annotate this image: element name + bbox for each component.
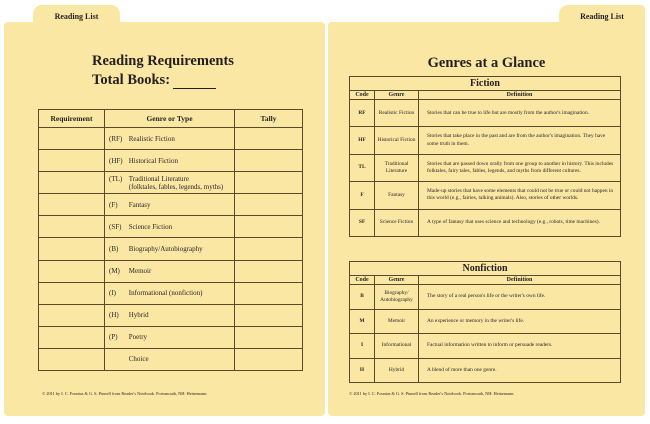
- header-genre: Genre: [375, 91, 419, 100]
- genre-definition: Factual information written to inform or persuade readers.: [419, 334, 621, 359]
- genre-label: Choice: [128, 355, 149, 364]
- header-genre: Genre: [375, 276, 419, 285]
- genre-label: Historical Fiction: [128, 156, 178, 165]
- genre-label-detail: (folktales, fables, legends, myths): [128, 182, 224, 191]
- table-row: [39, 194, 303, 216]
- genre-cell: [105, 282, 235, 304]
- genre-label: Hybrid: [128, 311, 149, 320]
- total-books: [92, 72, 216, 89]
- genre-code: H: [350, 358, 375, 383]
- genre-name: Fantasy: [375, 182, 419, 209]
- table-row: [350, 334, 621, 359]
- table-row: [39, 260, 303, 282]
- genre-code: F: [350, 182, 375, 209]
- genre-label: Fantasy: [128, 200, 151, 209]
- requirement-cell: [39, 172, 105, 194]
- genre-cell: [105, 216, 235, 238]
- tab-label: Reading List: [54, 11, 99, 21]
- tally-cell: [235, 326, 303, 348]
- genres-at-a-glance-page: [328, 0, 645, 416]
- genre-code: (HF): [109, 156, 123, 165]
- tab-label: Reading List: [580, 11, 624, 21]
- section-heading-row: [350, 262, 621, 276]
- requirement-cell: [39, 238, 105, 260]
- genre-name: Traditional Literature: [375, 154, 419, 181]
- table-header-row: [39, 110, 303, 128]
- requirement-cell: [39, 326, 105, 348]
- copyright-notice: © 2011 by I. C. Fountas & G. S. Pinnell from Reader's Notebook. Portsmouth, NH: Heinemann.: [349, 391, 515, 396]
- table-row: [350, 154, 621, 181]
- genre-label: Informational (nonfiction): [128, 289, 203, 298]
- genre-definition: A blend of more than one genre.: [419, 358, 621, 383]
- genre-code: TL: [350, 154, 375, 181]
- header-code: Code: [350, 91, 375, 100]
- requirements-table: [38, 109, 303, 371]
- genre-code: I: [350, 334, 375, 359]
- page-title: Reading Requirements: [92, 53, 234, 69]
- genre-cell: [105, 172, 235, 194]
- table-row: [39, 326, 303, 348]
- requirement-cell: [39, 304, 105, 326]
- tally-cell: [235, 260, 303, 282]
- genre-label-group: [129, 175, 223, 191]
- genre-code: RF: [350, 100, 375, 127]
- header-definition: Definition: [419, 276, 621, 285]
- tally-cell: [235, 150, 303, 172]
- genre-label: Poetry: [128, 333, 148, 342]
- table-row: [39, 238, 303, 260]
- genre-cell: [105, 194, 235, 216]
- tally-cell: [235, 282, 303, 304]
- requirement-cell: [39, 282, 105, 304]
- requirement-cell: [39, 150, 105, 172]
- genre-name: Biography/ Autobiography: [375, 285, 419, 310]
- fiction-heading: Fiction: [350, 77, 621, 91]
- requirement-cell: [39, 128, 105, 150]
- tally-cell: [235, 348, 303, 370]
- genre-cell: [105, 326, 235, 348]
- genre-definition: An experience or memory in the writer's life.: [419, 309, 621, 334]
- genre-label: Traditional Literature: [128, 174, 189, 183]
- table-row: [350, 100, 621, 127]
- table-row: [39, 128, 303, 150]
- reading-requirements-page: [4, 0, 325, 416]
- genre-definition: Stories that are passed down orally from one group to another in history. This includes folktales, fairy tales, fables, legends, and myths from different cultures.: [419, 154, 621, 181]
- genre-name: Science Fiction: [375, 209, 419, 236]
- header-requirement: Requirement: [39, 110, 105, 128]
- table-row: [39, 348, 303, 370]
- genre-code: (H): [109, 311, 119, 320]
- requirement-cell: [39, 216, 105, 238]
- table-row: [350, 285, 621, 310]
- header-code: Code: [350, 276, 375, 285]
- genre-name: Realistic Fiction: [375, 100, 419, 127]
- header-definition: Definition: [419, 91, 621, 100]
- table-row: [350, 182, 621, 209]
- genre-cell: [105, 260, 235, 282]
- genre-code: (TL): [109, 174, 123, 183]
- genre-code: (P): [109, 333, 118, 342]
- page-title: Genres at a Glance: [427, 55, 546, 71]
- genre-definition: Stories that can be true to life but are mostly from the author's imagination.: [419, 100, 621, 127]
- tally-cell: [235, 238, 303, 260]
- genre-label: Science Fiction: [128, 222, 173, 231]
- table-row: [39, 172, 303, 194]
- table-row: [350, 309, 621, 334]
- genre-name: Memoir: [375, 309, 419, 334]
- genre-code: M: [350, 309, 375, 334]
- genre-code: (F): [109, 200, 118, 209]
- genre-code: B: [350, 285, 375, 310]
- column-header-row: [350, 276, 621, 285]
- table-row: [350, 358, 621, 383]
- genre-definition: The story of a real person's life or the writer's own life.: [419, 285, 621, 310]
- genre-name: Informational: [375, 334, 419, 359]
- total-books-label: Total Books:: [92, 72, 171, 88]
- total-books-blank: [173, 75, 216, 89]
- genre-cell: [105, 238, 235, 260]
- tally-cell: [235, 172, 303, 194]
- fiction-table: [349, 76, 621, 237]
- table-row: [350, 209, 621, 236]
- table-row: [350, 127, 621, 154]
- genre-cell: [105, 348, 235, 370]
- section-heading-row: [350, 77, 621, 91]
- genre-definition: Made-up stories that have some elements that could not be true or could not happen in this world (e.g., fairies, talking animals). Also, stories of other worlds.: [419, 182, 621, 209]
- genre-label: Biography/Autobiography: [128, 245, 203, 254]
- genre-definition: A type of fantasy that uses science and technology (e.g., robots, time machines).: [419, 209, 621, 236]
- tally-cell: [235, 216, 303, 238]
- column-header-row: [350, 91, 621, 100]
- requirement-cell: [39, 348, 105, 370]
- genre-code: (SF): [109, 222, 122, 231]
- genre-code: HF: [350, 127, 375, 154]
- genre-label: Memoir: [128, 267, 152, 276]
- genre-cell: [105, 150, 235, 172]
- genre-cell: [105, 304, 235, 326]
- genre-label: Realistic Fiction: [128, 134, 175, 143]
- genre-cell: [105, 128, 235, 150]
- requirement-cell: [39, 260, 105, 282]
- tally-cell: [235, 194, 303, 216]
- genre-code: SF: [350, 209, 375, 236]
- table-row: [39, 150, 303, 172]
- genre-code: (B): [109, 245, 119, 254]
- nonfiction-table: [349, 261, 621, 383]
- genre-definition: Stories that take place in the past and are from the author's imagination. They have some truth in them.: [419, 127, 621, 154]
- genre-code: (I): [109, 289, 116, 298]
- genre-name: Historical Fiction: [375, 127, 419, 154]
- copyright-notice: © 2011 by I. C. Fountas & G. S. Pinnell from Reader's Notebook. Portsmouth, NH: Heinemann.: [42, 391, 208, 396]
- table-row: [39, 304, 303, 326]
- header-genre: Genre or Type: [105, 110, 235, 128]
- table-row: [39, 216, 303, 238]
- tally-cell: [235, 128, 303, 150]
- genre-name: Hybrid: [375, 358, 419, 383]
- table-row: [39, 282, 303, 304]
- header-tally: Tally: [235, 110, 303, 128]
- nonfiction-heading: Nonfiction: [350, 262, 621, 276]
- tally-cell: [235, 304, 303, 326]
- requirement-cell: [39, 194, 105, 216]
- genre-code: (M): [109, 267, 120, 276]
- genre-code: (RF): [109, 134, 123, 143]
